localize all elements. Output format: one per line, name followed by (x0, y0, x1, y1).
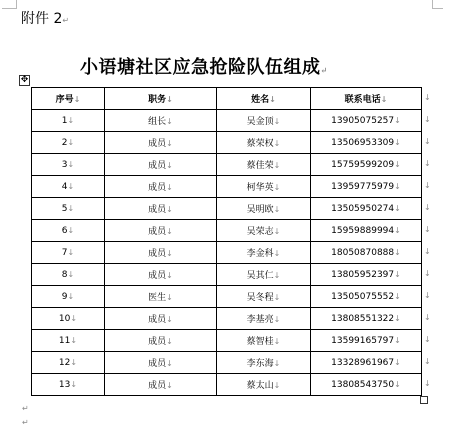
cell-name[interactable]: 李基亮↓ (217, 308, 311, 330)
paragraph-mark: ↵ (22, 418, 29, 427)
crop-mark-top-left (2, 0, 17, 9)
members-table (31, 87, 422, 396)
table-row (32, 110, 422, 132)
table-row (32, 352, 422, 374)
row-end-mark: ↓ (424, 93, 431, 102)
cell-name[interactable]: 吴明欧↓ (217, 198, 311, 220)
cell-name[interactable]: 吴荣志↓ (217, 220, 311, 242)
cell-name[interactable]: 吴其仁↓ (217, 264, 311, 286)
cell-name[interactable]: 吴冬程↓ (217, 286, 311, 308)
paragraph-mark: ↵ (62, 16, 70, 25)
cell-phone[interactable]: 13808543750↓ (311, 374, 422, 396)
cell-phone[interactable]: 15959889994↓ (311, 220, 422, 242)
column-header-no[interactable]: 序号↓ (32, 88, 105, 110)
cell-name[interactable]: 吴金顶↓ (217, 110, 311, 132)
cell-no[interactable]: 9↓ (32, 286, 105, 308)
cell-phone[interactable]: 13505950274↓ (311, 198, 422, 220)
table-row (32, 176, 422, 198)
cell-role[interactable]: 成员↓ (105, 330, 217, 352)
document-title: 小语塘社区应急抢险队伍组成 (80, 57, 321, 78)
attachment-label-line (21, 10, 69, 30)
table-body (32, 110, 422, 396)
table-header-row (32, 88, 422, 110)
cell-name[interactable]: 李金科↓ (217, 242, 311, 264)
row-end-mark: ↓ (424, 313, 431, 322)
table-move-handle-icon[interactable]: ✥ (20, 75, 29, 85)
cell-phone[interactable]: 13808551322↓ (311, 308, 422, 330)
table-row (32, 286, 422, 308)
cell-role[interactable]: 成员↓ (105, 352, 217, 374)
row-end-mark: ↓ (424, 291, 431, 300)
document-title-line (80, 56, 328, 82)
cell-phone[interactable]: 13505075552↓ (311, 286, 422, 308)
crop-mark-top-right (432, 0, 443, 9)
column-header-phone[interactable]: 联系电话↓ (311, 88, 422, 110)
table-row (32, 198, 422, 220)
cell-phone[interactable]: 15759599209↓ (311, 154, 422, 176)
cell-no[interactable]: 2↓ (32, 132, 105, 154)
row-end-mark: ↓ (424, 269, 431, 278)
cell-no[interactable]: 10↓ (32, 308, 105, 330)
table-row (32, 154, 422, 176)
cell-name[interactable]: 李东海↓ (217, 352, 311, 374)
cell-role[interactable]: 组长↓ (105, 110, 217, 132)
cell-phone[interactable]: 13328961967↓ (311, 352, 422, 374)
row-end-mark: ↓ (424, 335, 431, 344)
cell-no[interactable]: 6↓ (32, 220, 105, 242)
cell-phone[interactable]: 13959775979↓ (311, 176, 422, 198)
cell-role[interactable]: 成员↓ (105, 264, 217, 286)
paragraph-mark: ↵ (22, 404, 29, 413)
cell-role[interactable]: 医生↓ (105, 286, 217, 308)
cell-role[interactable]: 成员↓ (105, 154, 217, 176)
cell-name[interactable]: 蔡太山↓ (217, 374, 311, 396)
row-end-mark: ↓ (424, 137, 431, 146)
cell-phone[interactable]: 13506953309↓ (311, 132, 422, 154)
table-row (32, 242, 422, 264)
paragraph-mark: ↵ (320, 65, 328, 75)
table-row (32, 330, 422, 352)
cell-phone[interactable]: 18050870888↓ (311, 242, 422, 264)
cell-no[interactable]: 1↓ (32, 110, 105, 132)
table-row (32, 220, 422, 242)
cell-name[interactable]: 柯华英↓ (217, 176, 311, 198)
cell-no[interactable]: 11↓ (32, 330, 105, 352)
cell-role[interactable]: 成员↓ (105, 374, 217, 396)
cell-phone[interactable]: 13805952397↓ (311, 264, 422, 286)
cell-role[interactable]: 成员↓ (105, 176, 217, 198)
cell-role[interactable]: 成员↓ (105, 132, 217, 154)
row-end-mark: ↓ (424, 159, 431, 168)
row-end-mark: ↓ (424, 225, 431, 234)
table-row (32, 374, 422, 396)
table-row (32, 308, 422, 330)
cell-role[interactable]: 成员↓ (105, 308, 217, 330)
cell-name[interactable]: 蔡荣权↓ (217, 132, 311, 154)
row-end-mark: ↓ (424, 203, 431, 212)
row-end-mark: ↓ (424, 379, 431, 388)
cell-role[interactable]: 成员↓ (105, 220, 217, 242)
cell-no[interactable]: 8↓ (32, 264, 105, 286)
cell-no[interactable]: 13↓ (32, 374, 105, 396)
cell-no[interactable]: 3↓ (32, 154, 105, 176)
cell-name[interactable]: 蔡佳荣↓ (217, 154, 311, 176)
table-row (32, 264, 422, 286)
cell-no[interactable]: 4↓ (32, 176, 105, 198)
cell-role[interactable]: 成员↓ (105, 242, 217, 264)
column-header-name[interactable]: 姓名↓ (217, 88, 311, 110)
cell-phone[interactable]: 13905075257↓ (311, 110, 422, 132)
cell-name[interactable]: 蔡智桂↓ (217, 330, 311, 352)
attachment-label: 附件 2 (21, 11, 63, 27)
table-resize-handle[interactable] (420, 396, 428, 404)
cell-phone[interactable]: 13599165797↓ (311, 330, 422, 352)
row-end-mark: ↓ (424, 357, 431, 366)
row-end-mark: ↓ (424, 115, 431, 124)
row-end-mark: ↓ (424, 247, 431, 256)
row-end-mark: ↓ (424, 181, 431, 190)
cell-no[interactable]: 12↓ (32, 352, 105, 374)
cell-no[interactable]: 5↓ (32, 198, 105, 220)
cell-no[interactable]: 7↓ (32, 242, 105, 264)
column-header-role[interactable]: 职务↓ (105, 88, 217, 110)
cell-role[interactable]: 成员↓ (105, 198, 217, 220)
table-row (32, 132, 422, 154)
